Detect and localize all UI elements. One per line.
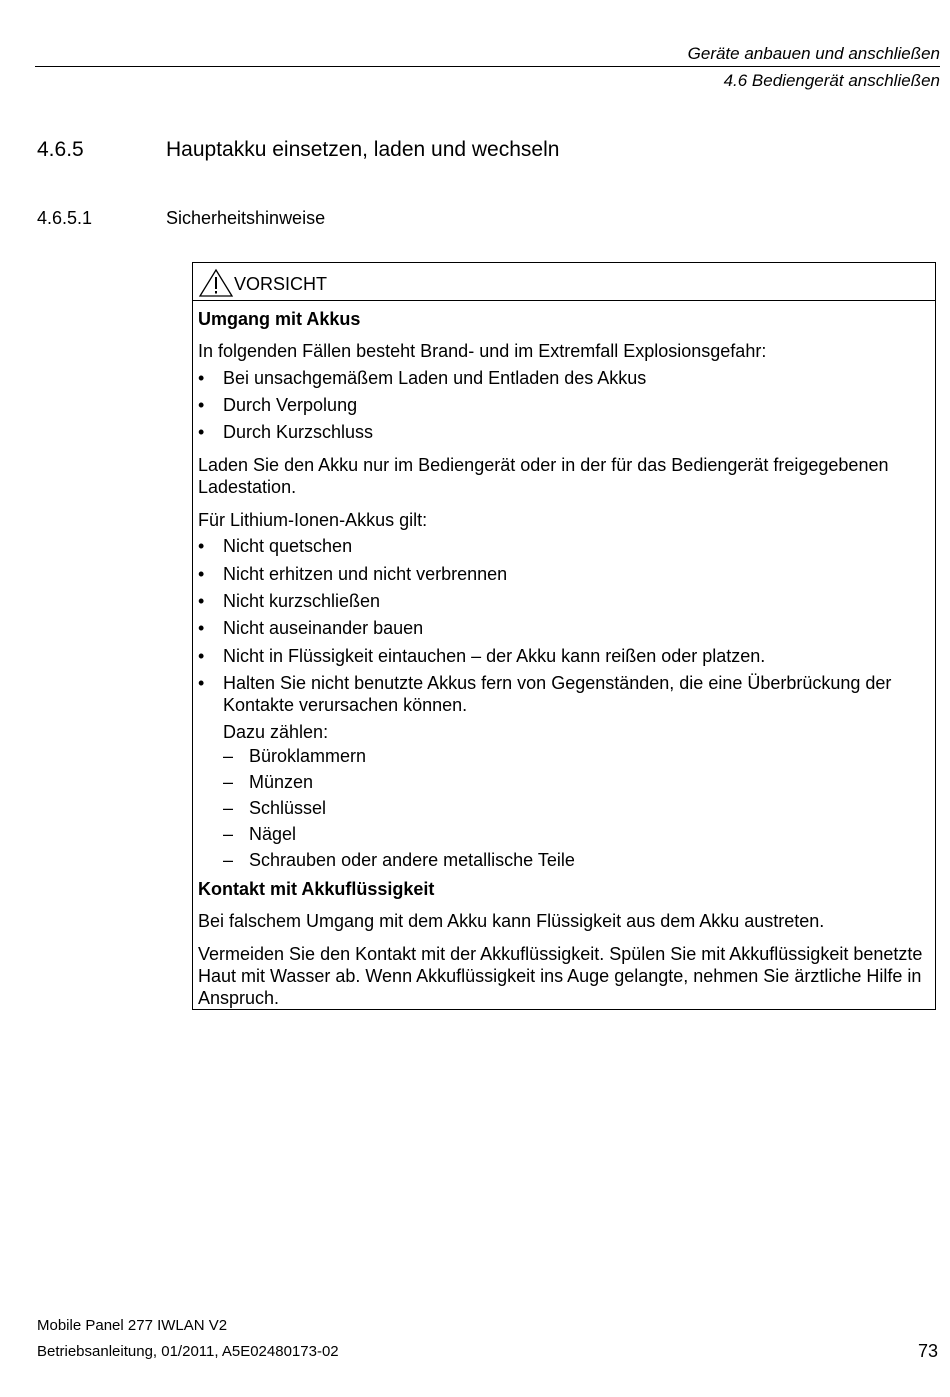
dash-glyph: – — [223, 824, 234, 844]
dash-glyph: – — [223, 850, 234, 870]
caution-notice — [192, 262, 936, 1010]
bullet-glyph: • — [198, 368, 205, 388]
notice-heading-fluid-contact: Kontakt mit Akkuflüssigkeit — [198, 879, 435, 899]
subsection-title: Sicherheitshinweise — [166, 208, 326, 228]
dash-glyph: – — [223, 798, 234, 818]
includes-label: Dazu zählen: — [223, 722, 329, 742]
bullet-glyph: • — [198, 618, 205, 638]
list-item: Durch Verpolung — [223, 395, 358, 415]
charging-note: Laden Sie den Akku nur im Bediengerät oder in der für das Bediengerät freigegebenen Ladestation. — [198, 455, 889, 497]
bullet-glyph: • — [198, 395, 205, 415]
list-item: Bei unsachgemäßem Laden und Entladen des Akkus — [223, 368, 647, 388]
notice-label: VORSICHT — [234, 274, 328, 294]
notice-header — [193, 263, 935, 301]
bullet-glyph: • — [198, 564, 205, 584]
list-item: Halten Sie nicht benutzte Akkus fern von Gegenständen, die eine Überbrückung der Kontakte verursachen können. — [223, 673, 892, 715]
running-header-section: 4.6 Bediengerät anschließen — [723, 71, 940, 90]
list-item: Nicht erhitzen und nicht verbrennen — [223, 564, 508, 584]
bullet-glyph: • — [198, 646, 205, 666]
list-item: Schlüssel — [249, 798, 327, 818]
bullet-glyph: • — [198, 422, 205, 442]
notice-intro: In folgenden Fällen besteht Brand- und im Extremfall Explosionsgefahr: — [198, 341, 767, 361]
dash-glyph: – — [223, 772, 234, 792]
notice-heading-battery-handling: Umgang mit Akkus — [198, 309, 361, 329]
fluid-paragraph-2: Vermeiden Sie den Kontakt mit der Akkuflüssigkeit. Spülen Sie mit Akkuflüssigkeit benetzte Haut mit Wasser ab. Wenn Akkuflüssigkeit ins Auge gelangte, nehmen Sie ärztliche Hilfe in Anspruch. — [198, 944, 923, 1008]
footer-product: Mobile Panel 277 IWLAN V2 — [37, 1317, 228, 1334]
dash-glyph: – — [223, 746, 234, 766]
list-item: Nicht auseinander bauen — [223, 618, 424, 638]
bullet-glyph: • — [198, 673, 205, 693]
list-item: Münzen — [249, 772, 314, 792]
list-item: Nicht quetschen — [223, 536, 353, 556]
bullet-glyph: • — [198, 536, 205, 556]
footer-document: Betriebsanleitung, 01/2011, A5E02480173-02 — [37, 1343, 339, 1360]
section-number: 4.6.5 — [37, 138, 84, 161]
list-item: Nicht kurzschließen — [223, 591, 381, 611]
list-item: Nicht in Flüssigkeit eintauchen – der Akku kann reißen oder platzen. — [223, 646, 766, 666]
list-item: Schrauben oder andere metallische Teile — [249, 850, 575, 870]
lithium-intro: Für Lithium-Ionen-Akkus gilt: — [198, 510, 428, 530]
list-item: Nägel — [249, 824, 297, 844]
list-item: Durch Kurzschluss — [223, 422, 374, 442]
bullet-glyph: • — [198, 591, 205, 611]
warning-triangle-icon — [198, 268, 234, 298]
running-header-chapter: Geräte anbauen und anschließen — [687, 44, 940, 63]
fluid-paragraph-1: Bei falschem Umgang mit dem Akku kann Flüssigkeit aus dem Akku austreten. — [198, 911, 825, 931]
list-item: Büroklammern — [249, 746, 367, 766]
page-number: 73 — [917, 1341, 938, 1361]
section-title: Hauptakku einsetzen, laden und wechseln — [166, 138, 560, 161]
header-rule — [35, 66, 940, 67]
subsection-number: 4.6.5.1 — [37, 208, 93, 228]
